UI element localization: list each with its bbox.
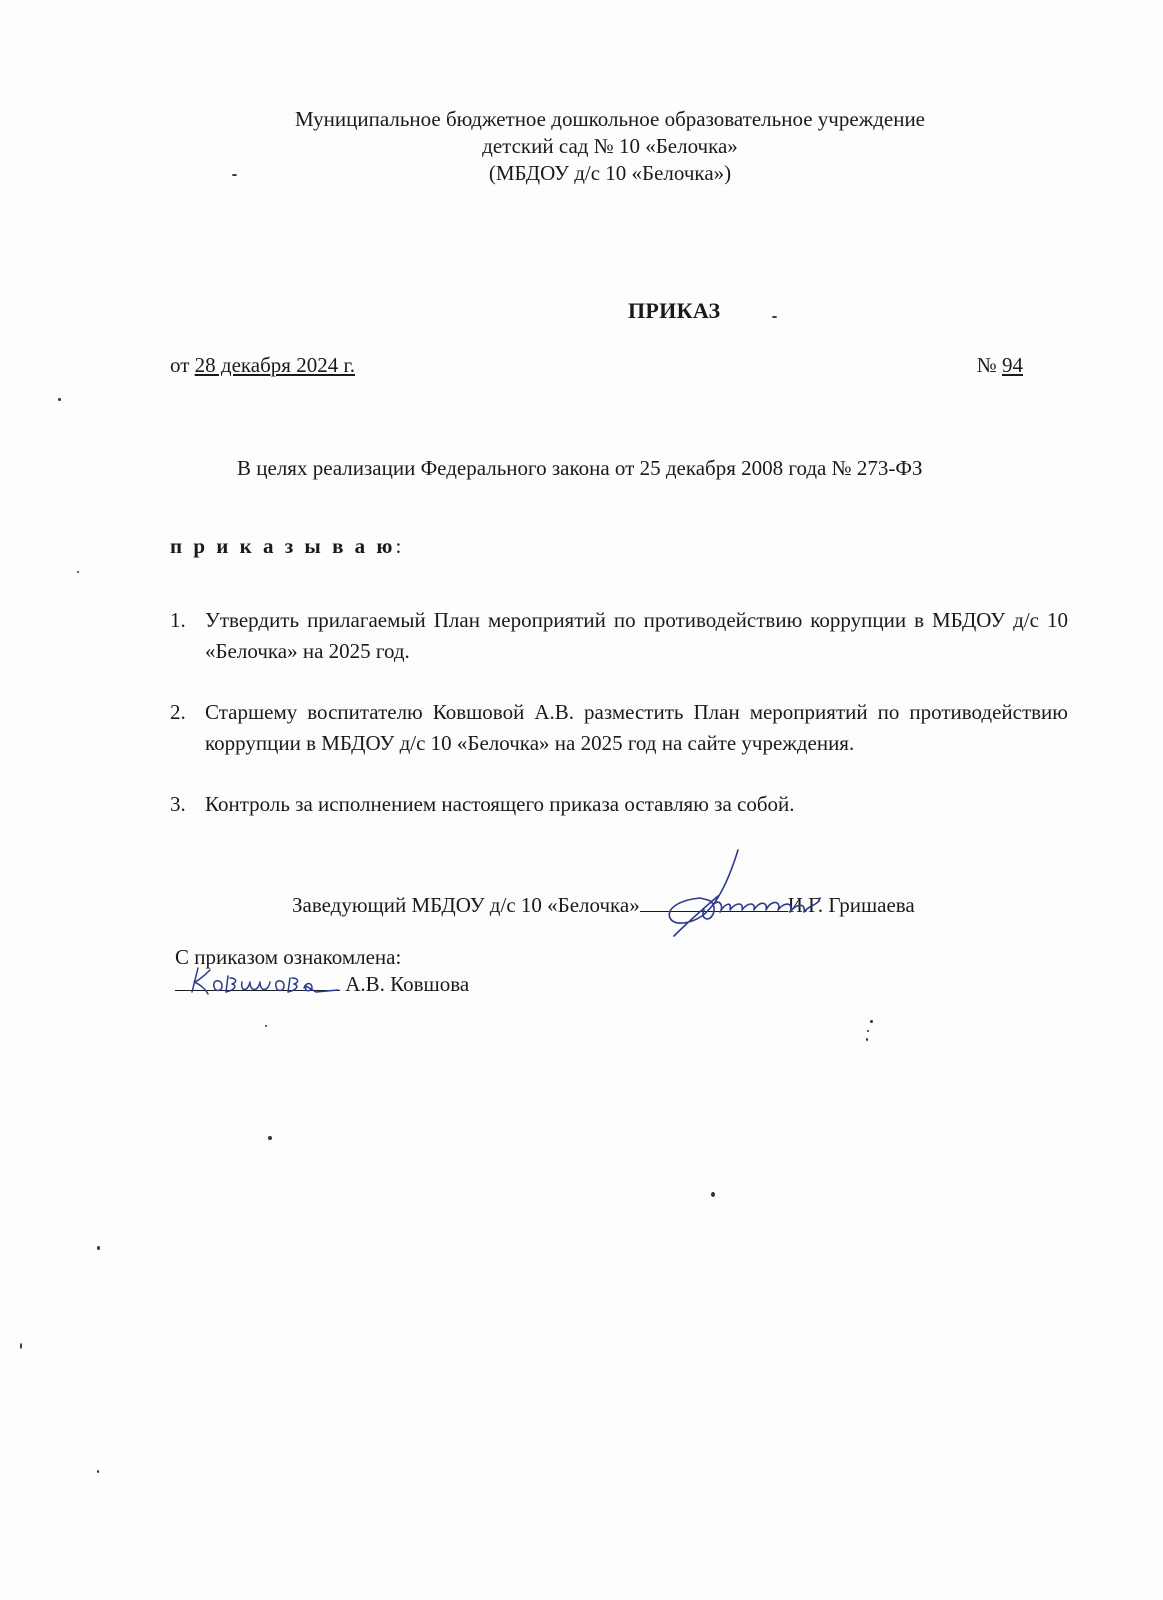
scan-speck [268,1136,272,1140]
order-date [170,353,355,378]
header-line-2: детский сад № 10 «Белочка» [482,134,738,158]
scan-speck [20,1343,22,1349]
order-keyword [170,534,401,559]
order-basis: В целях реализации Федерального закона от 25 декабря 2008 года № 273-ФЗ [237,456,923,480]
scan-speck [265,1025,267,1027]
director-name: И.Г. Гришаева [787,893,915,917]
scan-speck [58,398,61,401]
scan-speck [867,1030,869,1032]
order-item [170,789,1068,820]
header-line-1: Муниципальное бюджетное дошкольное образовательное учреждение [295,107,925,131]
number-value: 94 [1002,353,1023,377]
signature-blank [640,893,788,912]
scan-speck [772,316,777,318]
order-item-text: Старшему воспитателю Ковшовой А.В. разместить План мероприятий по противодействию коррупции в МБДОУ д/с 10 «Белочка» на 2025 год на сайте учреждения. [205,700,1068,755]
acknowledgement-name: А.В. Ковшова [345,972,470,996]
scan-speck [232,174,237,176]
number-sign: № [976,353,997,377]
order-item-text: Утвердить прилагаемый План мероприятий по противодействию коррупции в МБДОУ д/с 10 «Белочка» на 2025 год. [205,608,1068,663]
acknowledgement-title: С приказом ознакомлена: [175,945,402,969]
scan-speck [866,1038,868,1041]
scan-speck [97,1470,99,1473]
order-item [170,605,1068,667]
date-prefix: от [170,353,190,377]
scan-speck [870,1020,873,1023]
director-signature-line [292,893,915,918]
scan-speck [77,571,79,573]
order-item [170,697,1068,759]
acknowledgement-line [175,972,469,997]
order-item-number: 3. [170,792,186,816]
order-number [977,353,1023,378]
order-keyword-text: п р и к а з ы в а ю [170,534,396,558]
document-title: ПРИКАЗ [628,298,721,323]
scan-speck [97,1246,100,1250]
order-item-number: 2. [170,700,186,724]
order-items-list [170,605,1068,850]
director-position: Заведующий МБДОУ д/с 10 «Белочка» [292,893,640,917]
order-item-number: 1. [170,608,186,632]
acknowledgement-blank [175,972,340,991]
scan-speck [711,1192,715,1197]
order-keyword-colon: : [395,534,402,558]
order-item-text: Контроль за исполнением настоящего приказа оставляю за собой. [205,792,795,816]
date-value: 28 декабря 2024 г. [194,353,355,377]
header-line-3: (МБДОУ д/с 10 «Белочка») [488,161,732,185]
institution-header [160,106,1060,187]
